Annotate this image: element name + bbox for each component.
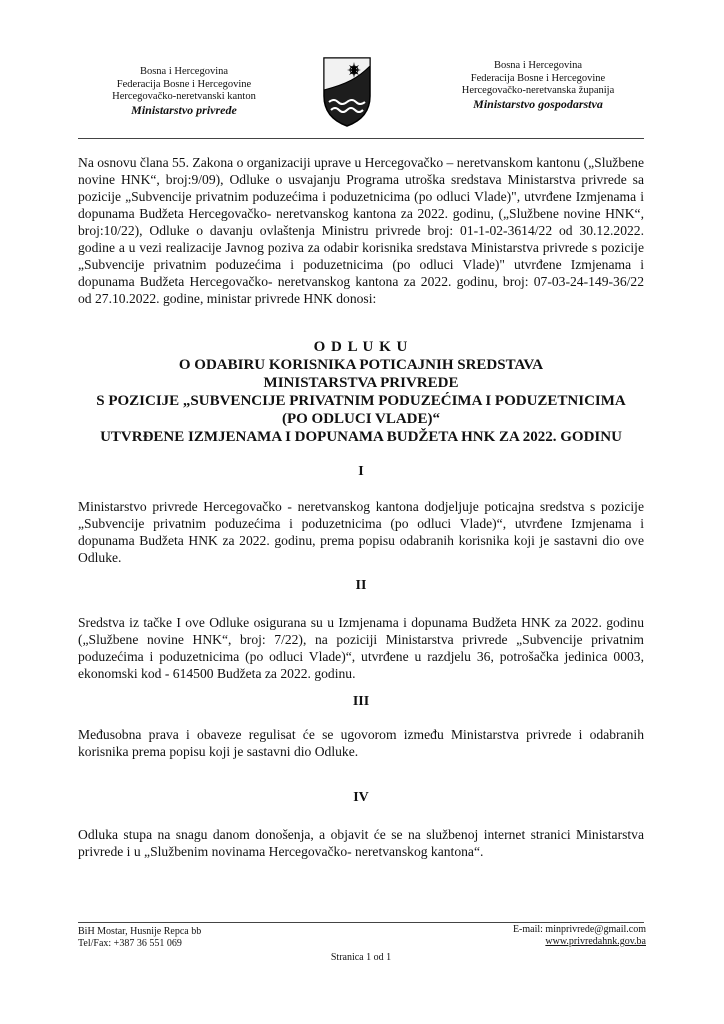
coat-of-arms-icon [322, 56, 372, 128]
header-right-block [432, 60, 644, 110]
title-line6: UTVRĐENE IZMJENAMA I DOPUNAMA BUDŽETA HNK ZA 2022. GODINU [100, 429, 622, 445]
section-numeral-2: II [355, 578, 367, 593]
header-left-line1: Bosna i Hercegovina [139, 66, 229, 77]
decision-title [78, 338, 644, 446]
header-right-line3: Hercegovačko-neretvanska županija [461, 85, 615, 96]
title-line3: MINISTARSTVA PRIVREDE [263, 375, 459, 391]
footer-left [78, 926, 338, 950]
section-text-1: Ministarstvo privrede Hercegovačko - neretvanskog kantona dodjeljuje poticajna sredstva s pozicije „Subvencije privatnim poduzećima i poduzetnicima (po odluci Vlade)“, utvrđene Izmjenama i dopunama Budžeta HNK za 2022. godinu, prema popisu odabranih korisnika koji je sastavni dio ove Odluke. [78, 499, 644, 565]
header-right-ministry: Ministarstvo gospodarstva [473, 96, 603, 111]
section-text-2: Sredstva iz tačke I ove Odluke osigurana su u Izmjenama i dopunama Budžeta HNK za 2022. godinu („Službene novine HNK“, broj: 7/22), na poziciji Ministarstva privrede „Subvencije privatnim poduzećima i poduzetnicima (po odluci Vlade)“, utvrđene u razdjelu 36, potrošačka jedinica 0003, ekonomski kod - 614500 Budžeta za 2022. godinu. [78, 615, 644, 681]
title-line2: O ODABIRU KORISNIKA POTICAJNIH SREDSTAVA [178, 357, 544, 373]
footer-website-link[interactable]: www.privredahnk.gov.ba [545, 936, 646, 947]
footer-right [444, 924, 646, 948]
header-divider [78, 138, 644, 139]
header-left-ministry: Ministarstvo privrede [131, 102, 237, 117]
header-right-line1: Bosna i Hercegovina [493, 60, 583, 71]
title-line4: S POZICIJE „SUBVENCIJE PRIVATNIM PODUZEĆIMA I PODUZETNICIMA [96, 393, 626, 409]
section-text-4: Odluka stupa na snagu danom donošenja, a objavit će se na službenoj internet stranici Ministarstva privrede i u „Službenim novinama Hercegovačko- neretvanskog kantona“. [78, 827, 644, 859]
header-left-line2: Federacija Bosne i Hercegovine [116, 78, 252, 90]
header-right-line2: Federacija Bosne i Hercegovine [470, 72, 606, 84]
title-line5: (PO ODLUCI VLADE)“ [281, 411, 441, 427]
section-numeral-4: IV [353, 790, 369, 805]
footer-address: BiH Mostar, Husnije Repca bb [78, 926, 202, 937]
footer-divider [78, 922, 644, 923]
footer-phone: Tel/Fax: +387 36 551 069 [78, 938, 182, 949]
section-numeral-1: I [358, 464, 364, 479]
footer-email[interactable]: E-mail: minprivrede@gmail.com [512, 924, 646, 935]
header-left-line3: Hercegovačko-neretvanski kanton [112, 91, 256, 102]
header-left-block [78, 66, 290, 116]
section-numeral-3: III [352, 694, 370, 709]
title-line1: O D L U K U [313, 339, 409, 355]
page-number: Stranica 1 od 1 [330, 952, 392, 963]
preamble-paragraph: Na osnovu člana 55. Zakona o organizaciji uprave u Hercegovačko – neretvanskom kantonu („Službene novine HNK“, broj:9/09), Odluke o usvajanju Programa utroška sredstava Ministarstva privrede sa pozicije „Subvencije privatnim poduzećima i poduzetnicima (po odluci Vlade)", utvrđene Izmjenama i dopunama Budžeta Hercegovačko- neretvanskog kantona za 2022. godinu, („Službene novine HNK“, broj:10/22), Odluke o davanju ovlaštenja Ministru privrede broj: 01-1-02-3614/22 od 30.12.2022. godine a u vezi realizacije Javnog poziva za odabir korisnika sredstava Ministarstva privrede s pozicije „Subvencije privatnim poduzećima i poduzetnicima (po odluci Vlade)" utvrđene Izmjenama i dopunama Budžeta Hercegovačko- neretvanskog kantona za 2022. godinu, broj: 07-03-24-149-36/22 od 27.10.2022. godine, ministar privrede HNK donosi: [78, 155, 644, 306]
section-text-3: Međusobna prava i obaveze regulisat će se ugovorom između Ministarstva privrede i odabranih korisnika prema popisu koji je sastavni dio Odluke. [78, 727, 644, 759]
